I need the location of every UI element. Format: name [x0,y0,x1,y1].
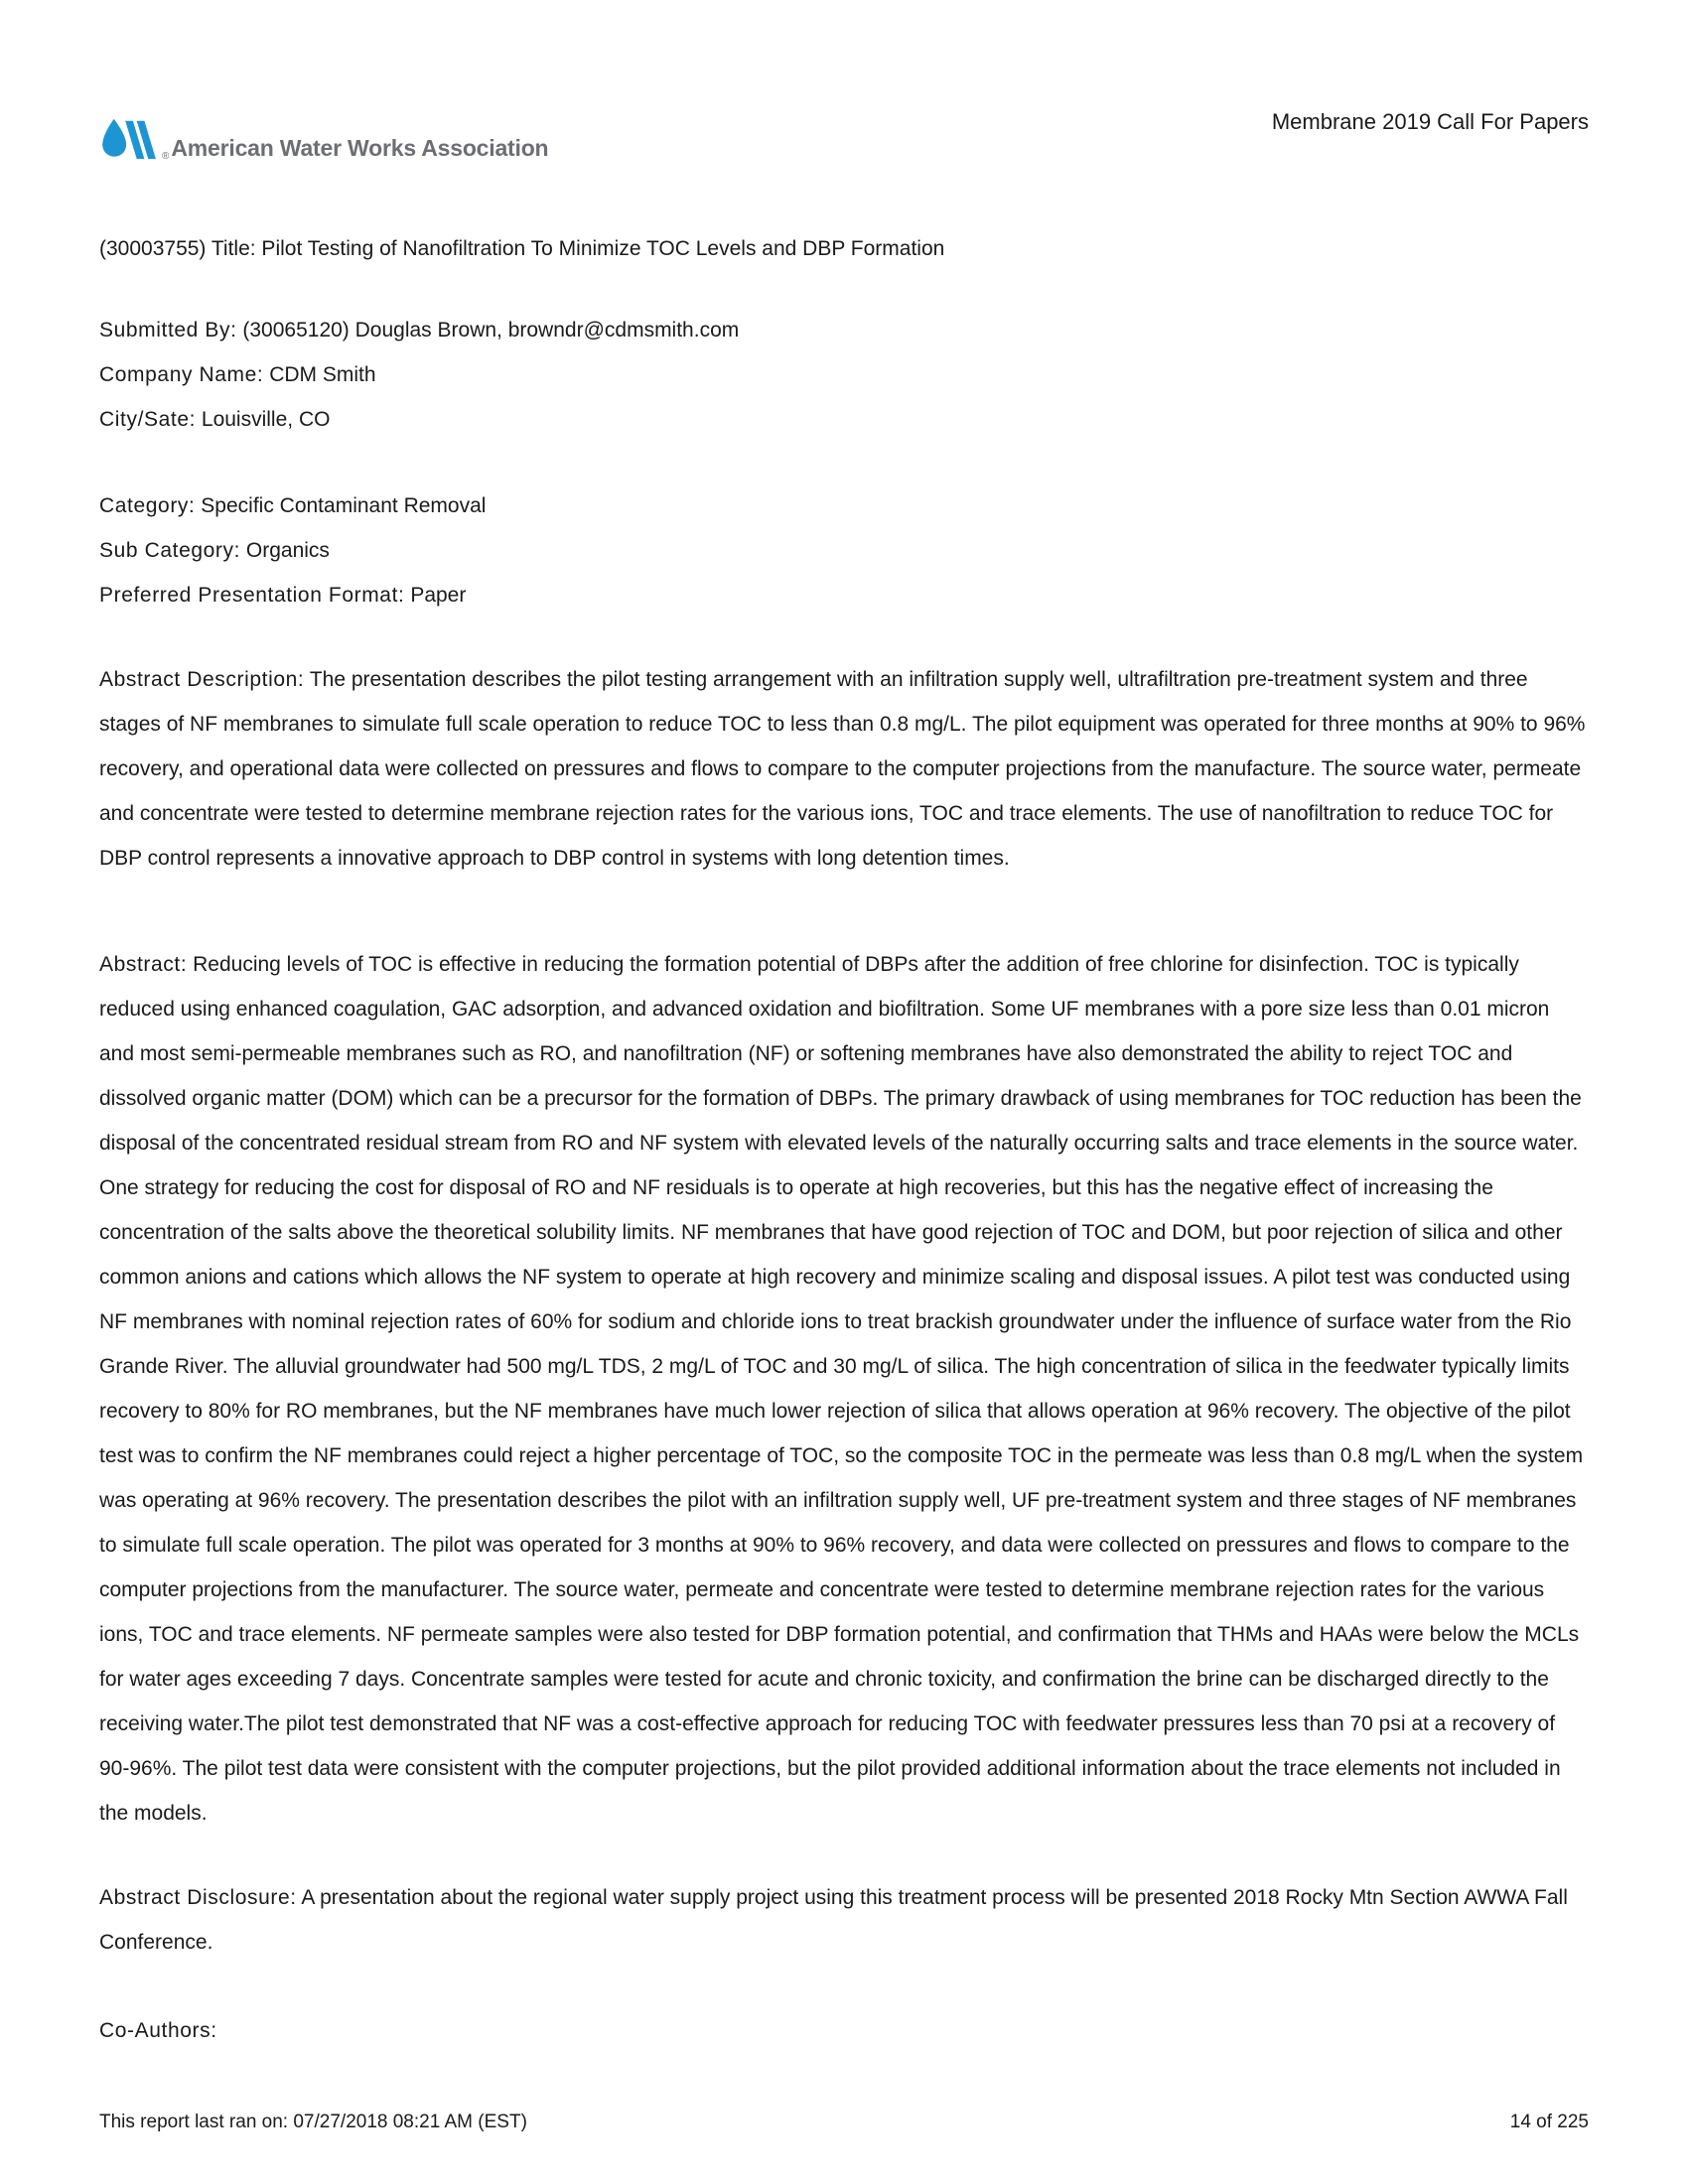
presentation-format-value: Paper [410,584,467,607]
abstract-description-label: Abstract Description: [99,668,305,691]
awwa-waterdrop-icon [99,115,161,163]
city-state-value: Louisville, CO [201,408,331,431]
abstract-label: Abstract: [99,953,188,976]
presentation-format-row [99,573,1589,617]
abstract-paragraph [99,942,1589,1836]
registered-trademark: ® [162,151,170,162]
sub-category-label: Sub Category: [99,539,241,562]
page-header [99,0,1589,163]
co-authors-label: Co-Authors: [99,2019,217,2042]
city-state-label: City/Sate: [99,408,197,431]
company-name-row [99,352,1589,397]
abstract-description-paragraph [99,657,1589,881]
submitted-by-row [99,308,1589,352]
presentation-format-label: Preferred Presentation Format: [99,584,405,607]
city-state-row [99,397,1589,442]
category-label: Category: [99,494,196,517]
submitter-info-block [99,308,1589,442]
abstract-description-text: The presentation describes the pilot testing arrangement with an infiltration supply well, ultrafiltration pre-treatment system and three stages of NF membranes to simulate full scale operation to reduce TOC to less than 0.8 mg/L. The pilot equipment was operated for three months at 90% to 96% recovery, and operational data were collected on pressures and flows to compare to the computer projections from the manufacture. The source water, permeate and concentrate were tested to determine membrane rejection rates for the various ions, TOC and trace elements. The use of nanofiltration to reduce TOC for DBP control represents a innovative approach to DBP control in systems with long detention times. [99,668,1586,870]
company-name-label: Company Name: [99,363,264,386]
abstract-disclosure-paragraph [99,1875,1589,1965]
page-footer [99,2111,1589,2134]
company-name-value: CDM Smith [269,363,376,386]
logo-org-name: American Water Works Association [171,135,549,161]
submitted-by-value: (30065120) Douglas Brown, browndr@cdmsmith.com [242,319,740,341]
submission-title-line: (30003755) Title: Pilot Testing of Nanofiltration To Minimize TOC Levels and DBP Formation [99,237,945,260]
submitted-by-label: Submitted By: [99,319,237,341]
category-row [99,483,1589,528]
footer-page-number: 14 of 225 [1509,2112,1589,2132]
awwa-logo [99,115,548,163]
sub-category-value: Organics [245,539,330,562]
category-value: Specific Contaminant Removal [201,494,487,517]
report-title: Membrane 2019 Call For Papers [1271,109,1589,134]
co-authors-heading [99,2008,1589,2053]
classification-block [99,483,1589,617]
footer-last-run: This report last ran on: 07/27/2018 08:21 AM (EST) [99,2112,527,2132]
abstract-disclosure-label: Abstract Disclosure: [99,1886,297,1909]
sub-category-row [99,528,1589,573]
abstract-disclosure-text: A presentation about the regional water supply project using this treatment process will be presented 2018 Rocky Mtn Section AWWA Fall Conference. [99,1886,1568,1954]
abstract-text: Reducing levels of TOC is effective in reducing the formation potential of DBPs after the addition of free chlorine for disinfection. TOC is typically reduced using enhanced coagulation, GAC adsorption, and advanced oxidation and biofiltration. Some UF membranes with a pore size less than 0.01 micron and most semi-permeable membranes such as RO, and nanofiltration (NF) or softening membranes have also demonstrated the ability to reject TOC and dissolved organic matter (DOM) which can be a precursor for the formation of DBPs. The primary drawback of using membranes for TOC reduction has been the disposal of the concentrated residual stream from RO and NF system with elevated levels of the naturally occurring salts and trace elements in the source water. One strategy for reducing the cost for disposal of RO and NF residuals is to operate at high recoveries, but this has the negative effect of increasing the concentration of the salts above the theoretical solubility limits. NF membranes that have good rejection of TOC and DOM, but poor rejection of silica and other common anions and cations which allows the NF system to operate at high recovery and minimize scaling and disposal issues. A pilot test was conducted using NF membranes with nominal rejection rates of 60% for sodium and chloride ions to treat brackish groundwater under the influence of surface water from the Rio Grande River. The alluvial groundwater had 500 mg/L TDS, 2 mg/L of TOC and 30 mg/L of silica. The high concentration of silica in the feedwater typically limits recovery to 80% for RO membranes, but the NF membranes have much lower rejection of silica that allows operation at 96% recovery. The objective of the pilot test was to confirm the NF membranes could reject a higher percentage of TOC, so the composite TOC in the permeate was less than 0.8 mg/L when the system was operating at 96% recovery. The presentation describes the pilot with an infiltration supply well, UF pre-treatment system and three stages of NF membranes to simulate full scale operation. The pilot was operated for 3 months at 90% to 96% recovery, and data were collected on pressures and flows to compare to the computer projections from the manufacturer. The source water, permeate and concentrate were tested to determine membrane rejection rates for the various ions, TOC and trace elements. NF permeate samples were also tested for DBP formation potential, and confirmation that THMs and HAAs were below the MCLs for water ages exceeding 7 days. Concentrate samples were tested for acute and chronic toxicity, and confirmation the brine can be discharged directly to the receiving water.The pilot test demonstrated that NF was a cost-effective approach for reducing TOC with feedwater pressures less than 70 psi at a recovery of 90-96%. The pilot test data were consistent with the computer projections, but the pilot provided additional information about the trace elements not included in the models. [99,953,1584,1825]
